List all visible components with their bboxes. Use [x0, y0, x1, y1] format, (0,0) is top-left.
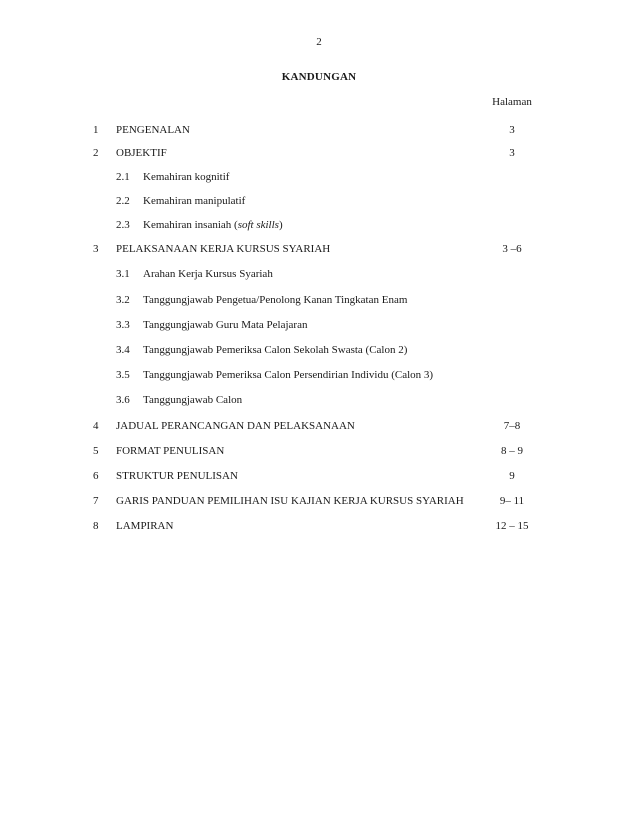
entry-number: 3.2: [116, 294, 130, 306]
entry-number: 3.6: [116, 394, 130, 406]
toc-entry-pelaksanaan: [0, 242, 638, 256]
page-number: 2: [316, 36, 322, 48]
toc-subentry-pengetua: [0, 293, 638, 307]
entry-number: 5: [93, 445, 99, 457]
entry-label: STRUKTUR PENULISAN: [116, 470, 238, 482]
entry-label: Tanggungjawab Calon: [143, 394, 243, 406]
entry-label: Kemahiran kognitif: [143, 171, 230, 183]
entry-label-text: Kemahiran insaniah (: [143, 219, 238, 231]
toc-entry-garis-panduan: [0, 494, 638, 508]
entry-number: 3.1: [116, 268, 130, 280]
entry-label-italic: soft skills: [237, 219, 279, 231]
entry-page: 3 –6: [502, 243, 522, 255]
toc-title: KANDUNGAN: [281, 71, 357, 83]
entry-label: Tanggungjawab Pengetua/Penolong Kanan Tingkatan Enam: [143, 294, 408, 306]
entry-label: Kemahiran manipulatif: [143, 195, 246, 207]
toc-entry-struktur: [0, 469, 638, 483]
toc-subentry-calon-persendirian: [0, 368, 638, 382]
entry-number: 2.3: [116, 219, 130, 231]
entry-page: 9: [509, 470, 515, 482]
entry-number: 3: [93, 243, 99, 255]
entry-page: 9– 11: [499, 495, 525, 507]
page-column-header: Halaman: [492, 96, 532, 108]
toc-entry-objektif: [0, 146, 638, 160]
toc-subentry-calon-swasta: [0, 343, 638, 357]
entry-label: FORMAT PENULISAN: [116, 445, 225, 457]
entry-number: 4: [93, 420, 99, 432]
entry-label: GARIS PANDUAN PEMILIHAN ISU KAJIAN KERJA KURSUS SYARIAH: [116, 495, 464, 507]
entry-number: 3.5: [116, 369, 130, 381]
entry-number: 2.2: [116, 195, 130, 207]
entry-page: 12 – 15: [495, 520, 529, 532]
toc-subentry-calon: [0, 393, 638, 407]
toc-subentry-insaniah: [0, 218, 638, 232]
toc-subentry-manipulatif: [0, 194, 638, 208]
entry-number: 6: [93, 470, 99, 482]
entry-label: PENGENALAN: [116, 124, 190, 136]
entry-label: Tanggungjawab Pemeriksa Calon Sekolah Swasta (Calon 2): [143, 344, 408, 356]
toc-subentry-arahan: [0, 267, 638, 281]
toc-entry-jadual: [0, 419, 638, 433]
entry-page: 7–8: [503, 420, 521, 432]
entry-label: JADUAL PERANCANGAN DAN PELAKSANAAN: [116, 420, 355, 432]
entry-number: 7: [93, 495, 99, 507]
entry-label: Arahan Kerja Kursus Syariah: [143, 268, 273, 280]
entry-number: 2: [93, 147, 99, 159]
entry-label: Tanggungjawab Guru Mata Pelajaran: [143, 319, 308, 331]
entry-number: 2.1: [116, 171, 130, 183]
entry-label: PELAKSANAAN KERJA KURSUS SYARIAH: [116, 243, 331, 255]
entry-label: Tanggungjawab Pemeriksa Calon Persendirian Individu (Calon 3): [143, 369, 434, 381]
entry-number: 3.3: [116, 319, 130, 331]
entry-label-after: ): [278, 219, 283, 231]
toc-entry-lampiran: [0, 519, 638, 533]
entry-label: LAMPIRAN: [116, 520, 174, 532]
entry-number: 3.4: [116, 344, 130, 356]
entry-label: OBJEKTIF: [116, 147, 167, 159]
entry-number: 8: [93, 520, 99, 532]
toc-subentry-guru: [0, 318, 638, 332]
toc-subentry-kognitif: [0, 170, 638, 184]
entry-page: 3: [509, 124, 515, 136]
entry-label: [143, 218, 283, 232]
entry-page: 8 – 9: [501, 445, 523, 457]
toc-entry-pengenalan: [0, 123, 638, 137]
entry-number: 1: [93, 124, 99, 136]
toc-entry-format: [0, 444, 638, 458]
entry-page: 3: [509, 147, 515, 159]
